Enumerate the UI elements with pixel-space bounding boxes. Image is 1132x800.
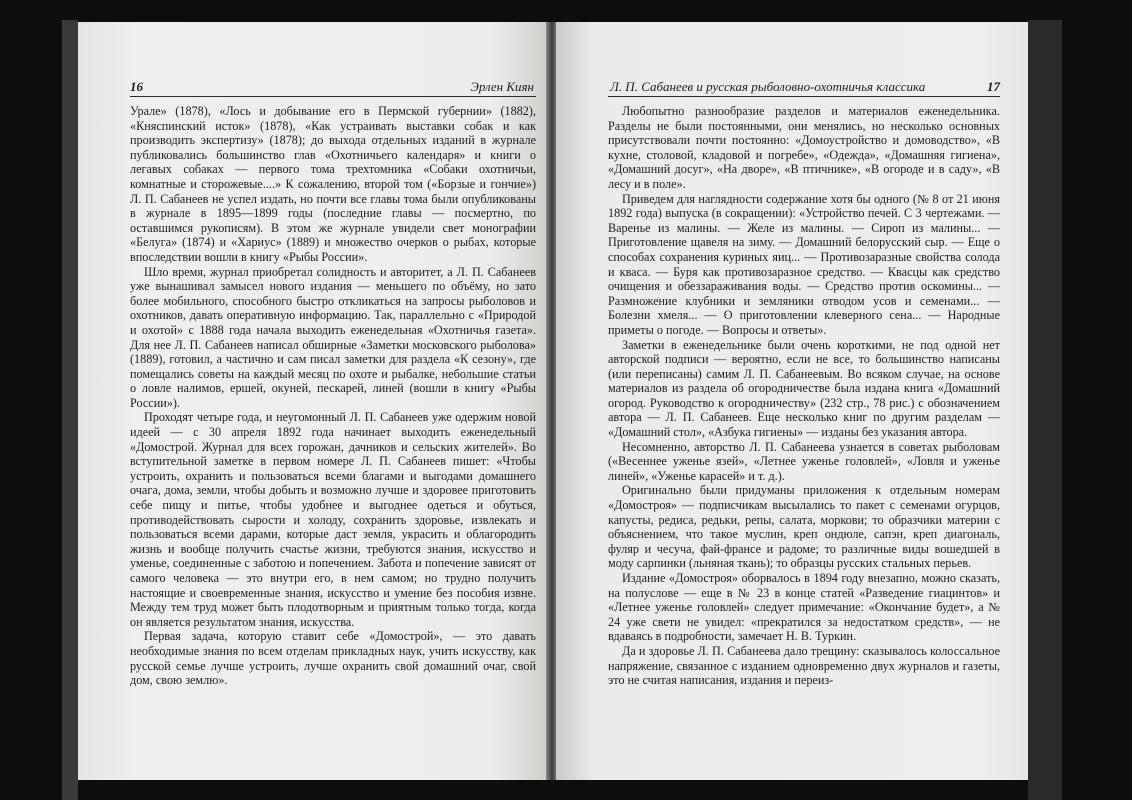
left-page-number: 16 [130, 79, 143, 94]
left-running-head: Эрлен Киян [470, 79, 534, 94]
right-running-header [608, 78, 1000, 97]
right-running-head: Л. П. Сабанеев и русская рыболовно-охотничья классика [610, 79, 926, 94]
left-paragraph-2: Шло время, журнал приобретал солидность и авторитет, а Л. П. Сабанеев уже вынашивал замысел нового издания — меньшего по объёму, но зато более мобильного, способного быстро откликаться на запросы рыболовов и охотников, давать оперативную информацию. Так, параллельно с «Природой и охотой» с 1888 года начала выходить еженедельная «Охотничья газета». Для нее Л. П. Сабанеев написал обширные «Заметки московского рыболова» (1889), готовил, а частично и сам писал заметки для раздела «К сезону», где помещались советы на каждый месяц по охоте и рыбалке, небольшие статьи о ловле налимов, ершей, окуней, пескарей, линей (вошли в книгу «Рыбы России»). [130, 264, 536, 410]
left-running-header [130, 78, 536, 97]
left-page [78, 22, 548, 780]
left-paragraph-3: Проходят четыре года, и неугомонный Л. П. Сабанеев уже одержим новой идеей — с 30 апреля 1892 года начинает выходить еженедельный «Домострой. Журнал для всех горожан, дачников и сельских жителей». Во вступительной заметке в первом номере Л. П. Сабанеев пишет: «Чтобы устроить, охранить и пользоваться всеми благами и выгодами домашнего очага, дома, земли, чтобы добыть и возможно лучше и здоровее приготовить себе пищу и питье, чтобы удобнее и выгоднее одеться и обуться, противодействовать сырости и холоду, сохранить здоровье, извлекать и пользоваться всеми дарами, которые даст земля, украсить и облагородить жизнь и вообще получить счастье жизни, требуются знания, искусство и уменье, соединенные с заботою и попечением. Забота и попечение зависят от самого человека — это внутри его, в нем самом; но трудно получить настоящие и своевременные знания, искусство и умение без пособия извне. Между тем труд может быть плодотворным и приятным только тогда, когда он является результатом знания, искусства. [130, 410, 536, 629]
right-paragraph-1: Любопытно разнообразие разделов и материалов еженедельника. Разделы не были постоянными, они менялись, но несколько основных присутствовали почти постоянно: «Домоустройство и домоводство», «В кухне, столовой, кладовой и погребе», «Одежда», «Домашняя гигиена», «Домашний досуг», «На дворе», «В птичнике», «В огороде и в саду», «В лесу и в поле». [608, 104, 1000, 191]
right-paragraph-4: Несомненно, авторство Л. П. Сабанеева узнается в советах рыболовам («Весеннее уженье язей», «Летнее уженье головлей», «Ловля и уженье линей», «Уженье карасей» и т. д.). [608, 439, 1000, 483]
right-page-body [608, 104, 1000, 688]
right-paragraph-5: Оригинально были придуманы приложения к отдельным номерам «Домостроя» — подписчикам высылались то пакет с семенами огурцов, капусты, редиса, редьки, репы, салата, моркови; то образчики материи с объяснением, что такое муслин, креп ондюле, сапэн, креп диагональ, фуляр и чесуча, фай-франсе и радоме; то различные виды вошедшей в моду сарпинки (льняная ткань); то образцы русских стальных перьев. [608, 483, 1000, 571]
left-paragraph-4: Первая задача, которую ставит себе «Домострой», — это давать необходимые знания по всем отделам прикладных наук, учить искусству, как русской семье лучше устроить, лучше охранить свой домашний очаг, свой дом, свою землю». [130, 629, 536, 688]
left-paragraph-1: Урале» (1878), «Лось и добывание его в Пермской губернии» (1882), «Княспинский исток» (1878), «Как устраивать выставки собак и как производить экспертизу» (1878); до выхода отдельных изданий в журнале публиковались большинство глав «Охотничьего календаря» и книги о легавых собаках — первого тома трехтомника «Собаки охотничьи, комнатные и сторожевые....» К сожалению, второй том («Борзые и гончие») Л. П. Сабанеев не успел издать, но почти все главы тома были опубликованы в журнале в 1895—1899 годы (последние главы — посмертно, по оставшимся рукописям). В этом же журнале увидели свет монографии «Белуга» (1874) и «Хариус» (1889) и множество очерков о рыбах, которые впоследствии вошли в книгу «Рыбы России». [130, 104, 536, 264]
right-paragraph-7: Да и здоровье Л. П. Сабанеева дало трещину: сказывалось колоссальное напряжение, связанное с изданием одновременно двух журналов и газеты, это не считая написания, издания и переиз- [608, 643, 1000, 688]
right-page-number: 17 [987, 79, 1000, 94]
right-paragraph-3: Заметки в еженедельнике были очень короткими, не под одной нет авторской подписи — вероятно, если не все, то большинство написаны (или переписаны) самим Л. П. Сабанеевым. Во всяком случае, на основе материалов из раздела об огородничестве была издана книга «Домашний огород. Руководство к огородничеству» (232 стр., 78 рис.) с обозначением автора — Л. П. Сабанеев. Еще несколько книг по другим разделам — «Домашний стол», «Азбука гигиены» — изданы без указания автора. [608, 337, 1000, 440]
right-paragraph-2: Приведем для наглядности содержание хотя бы одного (№ 8 от 21 июня 1892 года) выпуска (в сокращении): «Устройство печей. С 3 чертежами. — Варенье из малины. — Желе из малины. — Сироп из малины... — Приготовление щавеля на зиму. — Домашний белорусский сыр. — Еще о способах сохранения куриных яиц... — Противозаразные свойства солода и кваса. — Буря как противозаразное средство. — Квасцы как средство очищения и обеззараживания воды. — Средство против оскомины... — Размножение клубники и земляники отводом усов и семенами... — Болезни хмеля... — О приготовлении клеверного сена... — Народные приметы о погоде. — Вопросы и ответы». [608, 191, 1000, 337]
right-page [556, 22, 1028, 780]
book-left-edge [62, 20, 78, 800]
book-right-edge [1028, 20, 1062, 800]
left-page-body [130, 104, 536, 688]
right-paragraph-6: Издание «Домостроя» оборвалось в 1894 году внезапно, можно сказать, на полуслове — еще в № 23 в конце статей «Разведение гиацинтов» и «Летнее уженье головлей» следует примечание: «Окончание будет», а № 24 уже свети не увидел: «прекратился за недостатком средств», — не вдаваясь в подробности, замечает Н. В. Туркин. [608, 571, 1000, 644]
